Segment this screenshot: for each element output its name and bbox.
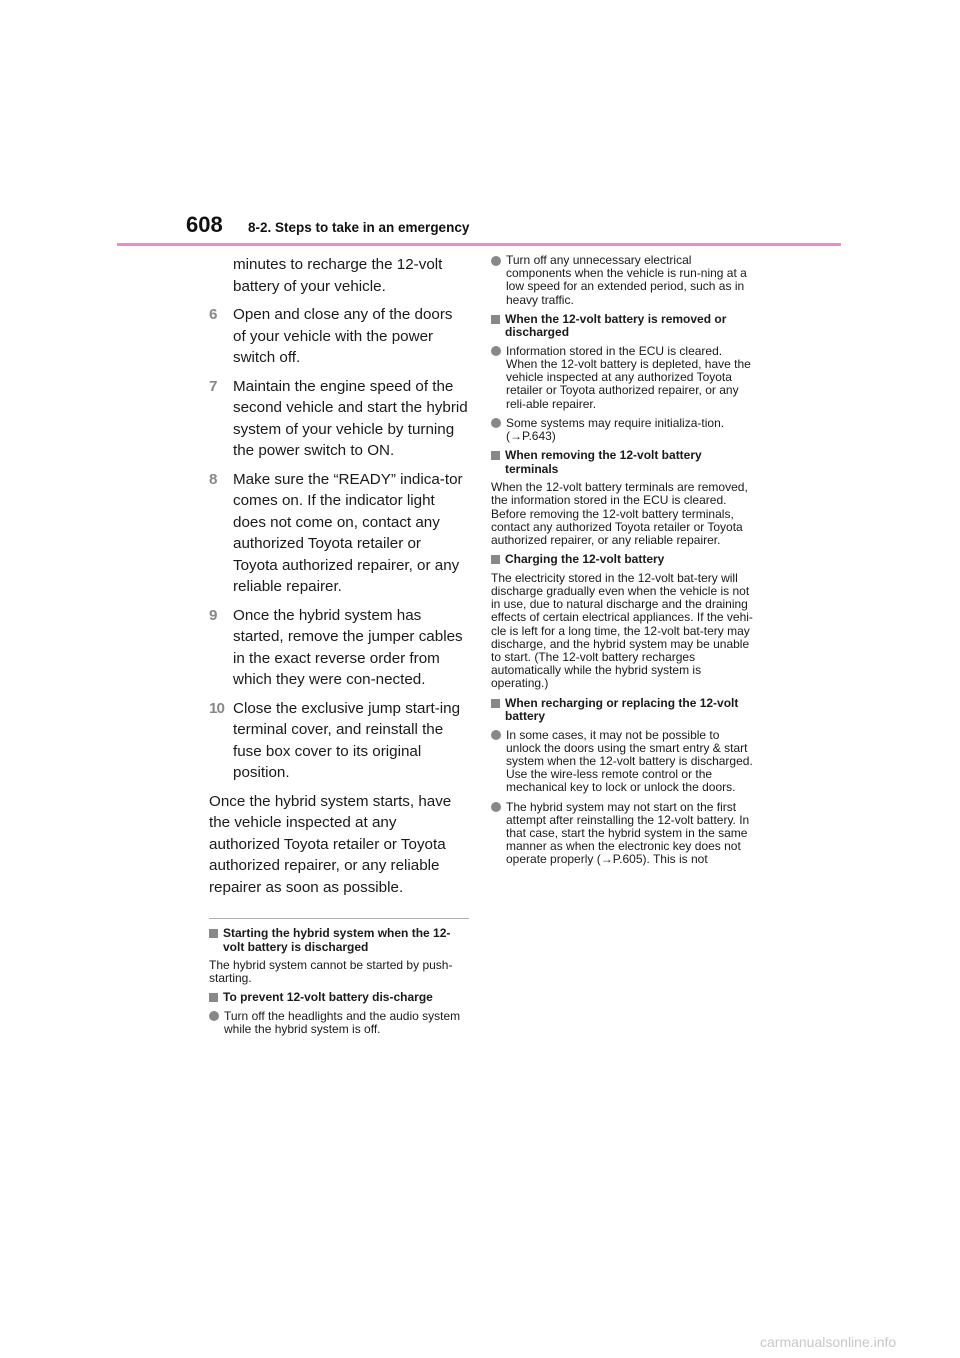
square-bullet-icon	[209, 929, 218, 938]
closing-paragraph: Once the hybrid system starts, have the vehicle inspected at any authorized Toyota retailer or Toyota authorized repairer, or any reliable repairer as soon as possible.	[209, 792, 452, 896]
note-heading	[491, 449, 753, 476]
header-rule	[117, 243, 841, 246]
note-body: The electricity stored in the 12-volt bat-tery will discharge gradually even when the vehicle is not in use, due to natural discharge and the draining effects of certain electrical appliances. If the vehi-cle is left for a long time, the 12-volt bat-tery may discharge, and the hybrid system may be unable to start. (The 12-volt battery recharges automatically while the hybrid system is operating.)	[491, 570, 753, 691]
step-number: 7	[209, 377, 218, 395]
step-number: 10	[209, 699, 224, 717]
step-7	[209, 376, 469, 462]
note-heading-text: When recharging or replacing the 12-volt battery	[505, 695, 739, 724]
circle-bullet-icon	[491, 418, 501, 428]
note-heading	[491, 553, 753, 567]
continuation-text: minutes to recharge the 12-volt battery of your vehicle.	[233, 256, 443, 295]
bullet-text: Turn off the headlights and the audio system while the hybrid system is off.	[224, 1008, 461, 1037]
bullet-item	[491, 417, 753, 443]
step-text: Make sure the “READY” indica-tor comes on. If the indicator light does not come on, contact any authorized Toyota retailer or Toyota authorized repairer, or any reliable repairer.	[233, 470, 463, 595]
step-9	[209, 605, 469, 691]
note-heading	[209, 991, 469, 1005]
step-10	[209, 698, 469, 784]
note-body: When the 12-volt battery terminals are removed, the information stored in the ECU is cleared. Before removing the 12-volt battery terminals, contact any authorized Toyota retailer or Toyota authorized repairer, or any reliable repairer.	[491, 480, 748, 548]
bullet-item	[209, 1010, 469, 1036]
note-body: The hybrid system cannot be started by push-starting.	[209, 958, 453, 986]
step-text: Close the exclusive jump start-ing terminal cover, and reinstall the fuse box cover to its original position.	[233, 699, 461, 781]
bullet-text: Information stored in the ECU is cleared. When the 12-volt battery is depleted, have the vehicle inspected at any authorized Toyota retailer or Toyota authorized repairer, or any reli-able repairer.	[506, 343, 751, 411]
note-heading-text: Starting the hybrid system when the 12-volt battery is discharged	[223, 926, 451, 954]
step-text: Open and close any of the doors of your vehicle with the power switch off.	[233, 306, 453, 366]
step-6	[209, 304, 469, 369]
bullet-item	[491, 345, 753, 411]
page-number: 608	[186, 212, 223, 237]
note-heading-text: When removing the 12-volt battery terminals	[505, 448, 702, 476]
left-column	[209, 254, 469, 1042]
note-heading	[491, 697, 753, 724]
step-number: 8	[209, 470, 218, 488]
bullet-text: Some systems may require initializa-tion. (→P.643)	[506, 415, 725, 444]
square-bullet-icon	[491, 451, 500, 460]
bullet-item	[491, 254, 753, 307]
bullet-item	[491, 801, 753, 867]
note-heading-text: Charging the 12-volt battery	[505, 552, 665, 567]
circle-bullet-icon	[491, 802, 501, 812]
bullet-text: In some cases, it may not be possible to unlock the doors using the smart entry & start system when the 12-volt battery is discharged. Use the wire-less remote control or the mechanical key to lock or unlock the doors.	[506, 727, 753, 795]
note-heading	[209, 927, 469, 954]
square-bullet-icon	[209, 993, 218, 1002]
square-bullet-icon	[491, 699, 500, 708]
section-divider	[209, 918, 469, 919]
circle-bullet-icon	[491, 256, 501, 266]
square-bullet-icon	[491, 555, 500, 564]
step-8	[209, 469, 469, 598]
step-number: 6	[209, 306, 218, 323]
circle-bullet-icon	[491, 346, 501, 356]
note-heading	[491, 313, 753, 340]
right-column	[491, 254, 753, 873]
step-text: Maintain the engine speed of the second vehicle and start the hybrid system of your vehicle by turning the power switch to ON.	[233, 377, 468, 459]
step-number: 9	[209, 606, 218, 624]
circle-bullet-icon	[491, 730, 501, 740]
note-heading-text: When the 12-volt battery is removed or discharged	[505, 311, 727, 340]
circle-bullet-icon	[209, 1011, 219, 1021]
bullet-item	[491, 729, 753, 795]
square-bullet-icon	[491, 315, 500, 324]
step-text: Once the hybrid system has started, remove the jumper cables in the exact reverse order from which they were con-nected.	[233, 606, 463, 688]
section-title: 8-2. Steps to take in an emergency	[248, 220, 470, 235]
bullet-text: Turn off any unnecessary electrical components when the vehicle is run-ning at a low speed for an extended period, such as in heavy traffic.	[506, 253, 747, 307]
note-heading-text: To prevent 12-volt battery dis-charge	[223, 990, 433, 1005]
watermark: carmanualsonline.info	[760, 1334, 897, 1350]
bullet-text: The hybrid system may not start on the first attempt after reinstalling the 12-volt battery. In that case, start the hybrid system in the same manner as when the electronic key does not operate properly (→P.605). This is not	[506, 799, 750, 867]
